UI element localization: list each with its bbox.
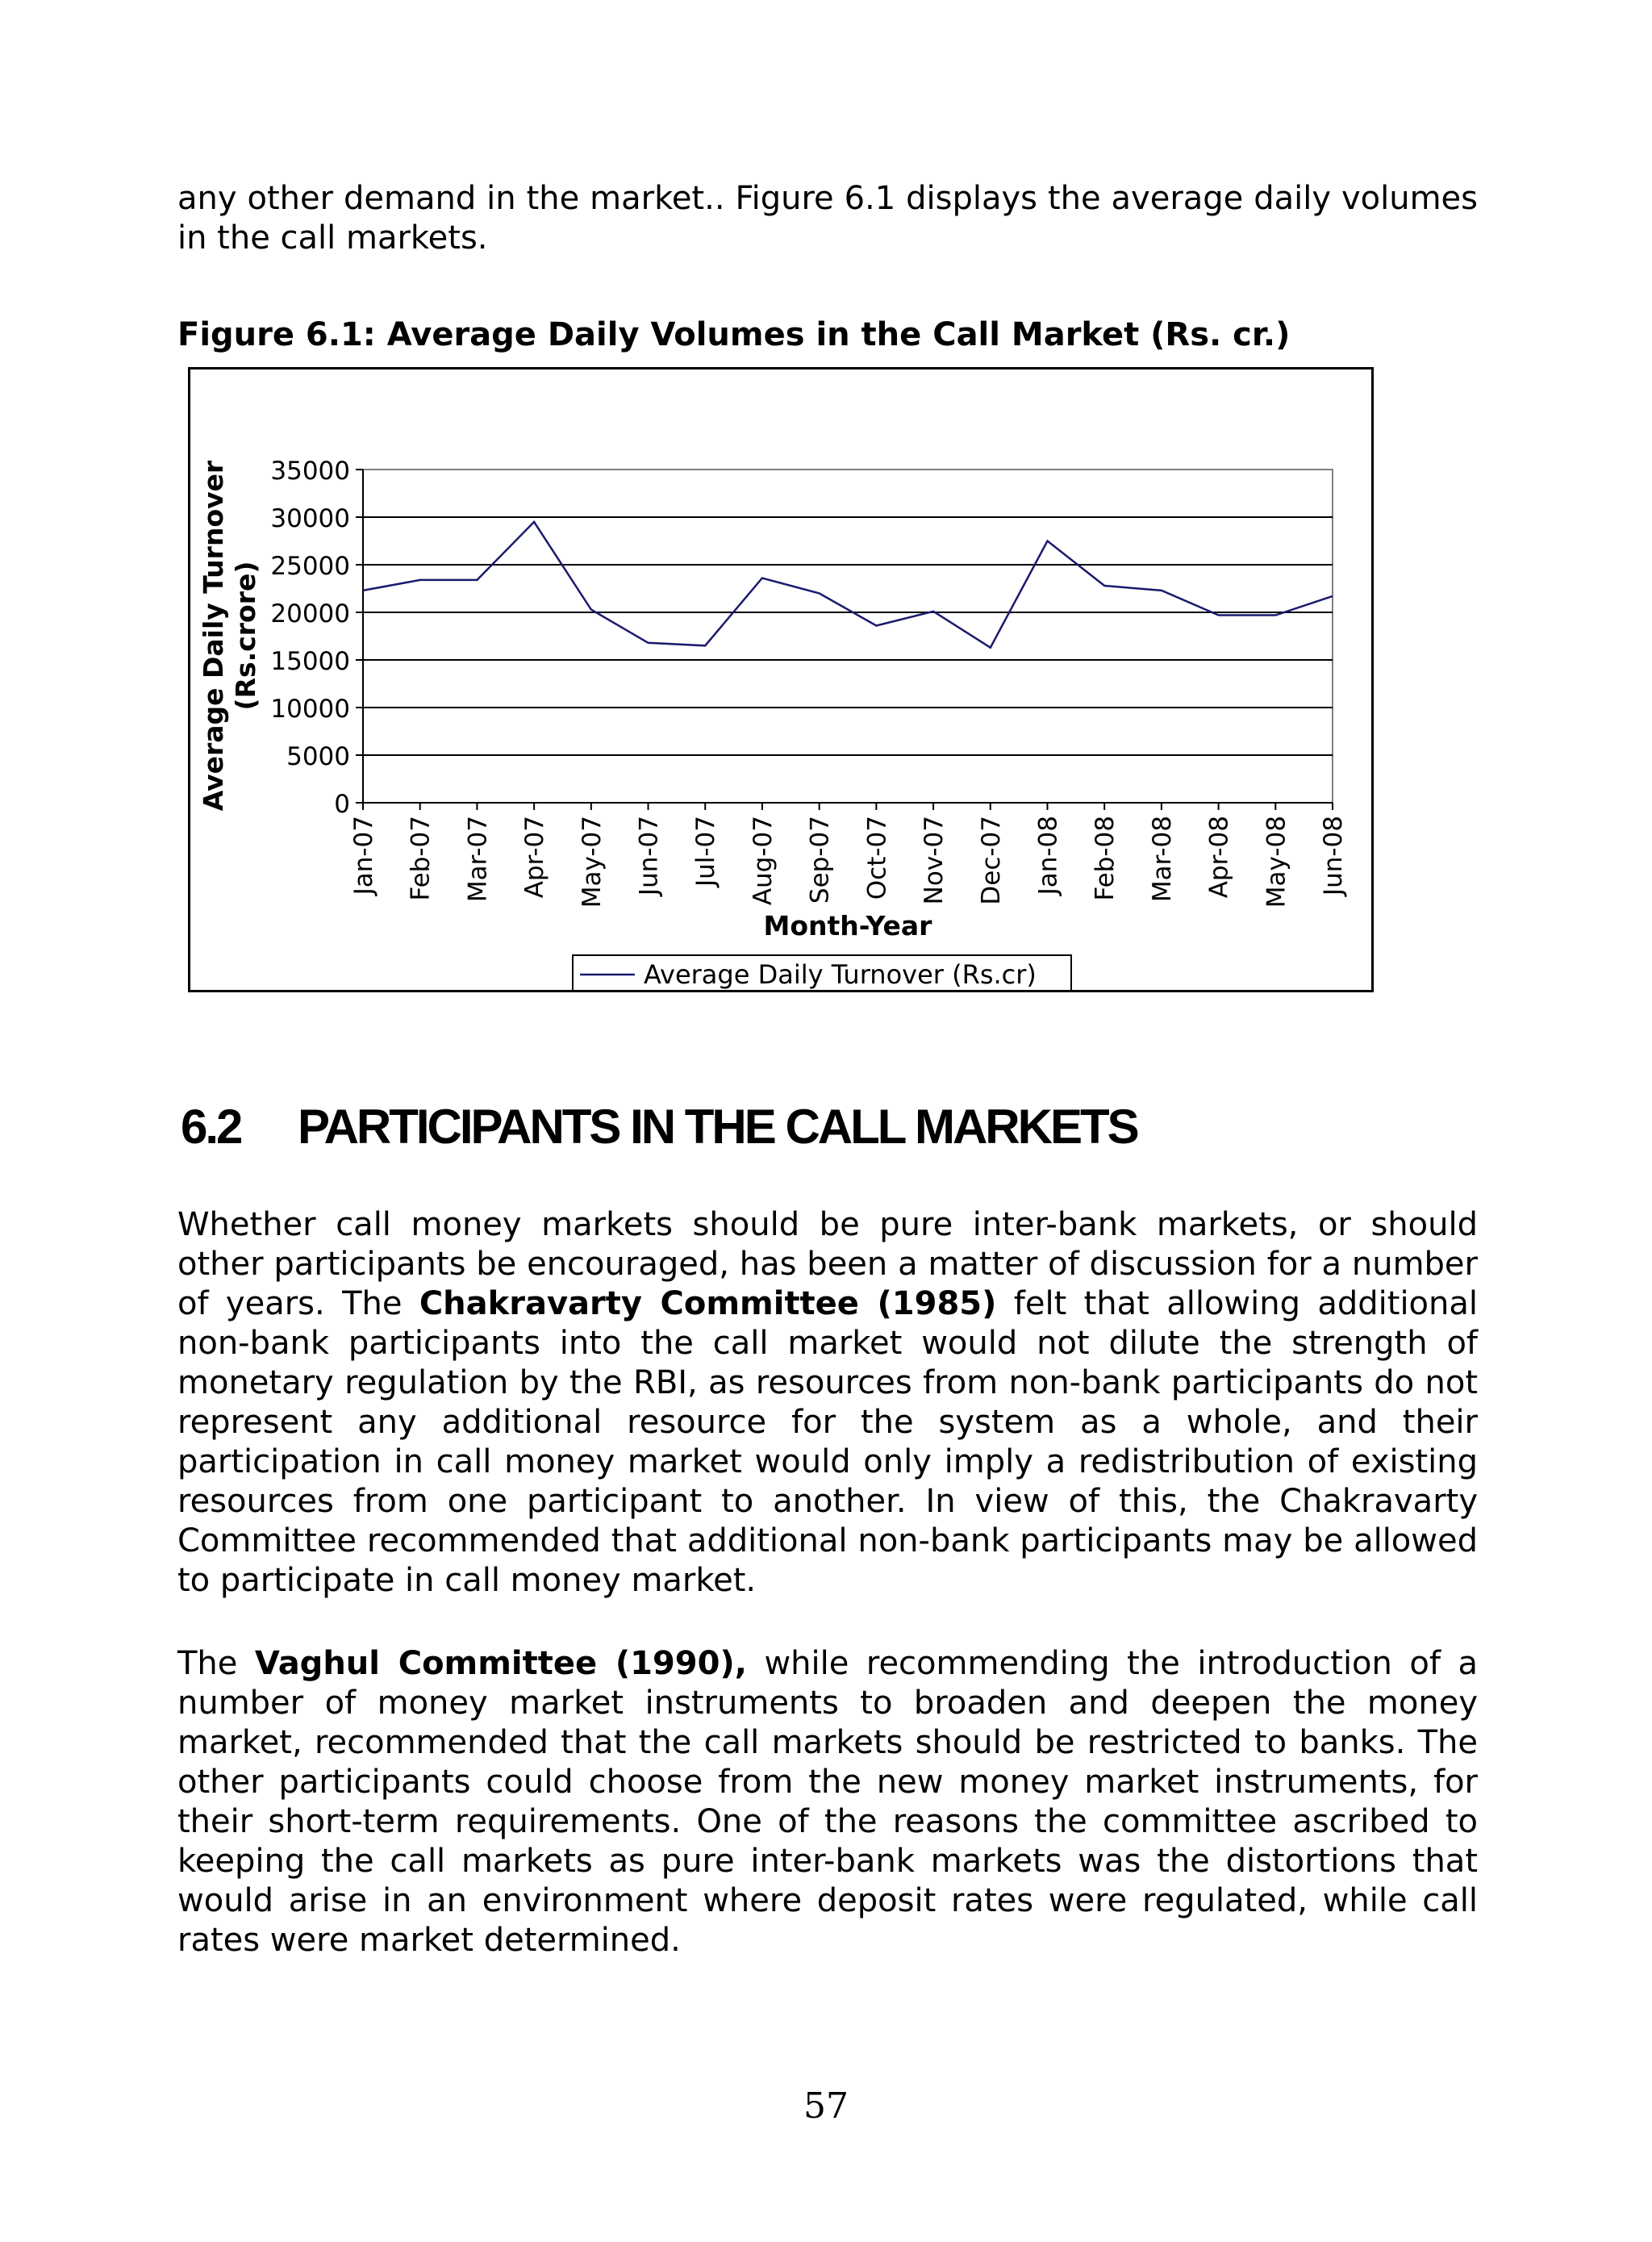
chart-frame: [188, 367, 1374, 992]
x-tick-label: Oct-07: [862, 816, 892, 900]
section-title: PARTICIPANTS IN THE CALL MARKETS: [298, 1100, 1137, 1154]
y-tick-label: 35000: [270, 457, 350, 486]
vaghul-committee-bold: Vaghul Committee (1990),: [254, 1645, 747, 1682]
x-tick-label: Apr-07: [520, 816, 550, 899]
x-tick-label: Dec-07: [976, 816, 1006, 905]
x-tick-label: Nov-07: [920, 816, 949, 905]
x-tick-label: Sep-07: [805, 816, 835, 904]
y-tick-label: 30000: [270, 504, 350, 533]
x-axis-label: Month-Year: [763, 910, 932, 941]
paragraph-1-text-b: felt that allowing additional non-bank participants into the call market would not dilute the strength of monetary regulation by the RBI, as resources from non-bank participants do not represent any additional resource for the system as a whole, and their participation in call money market would only imply a redistribution of existing resources from one participant to another. In view of this, the Chakravarty Committee recommended that additional non-bank participants may be allowed to participate in call money market.: [177, 1285, 1479, 1599]
paragraph-1-text-a: Whether call money markets should be pure inter-bank markets, or should other participants be encouraged, has been a matter of discussion for a number of years. The: [177, 1206, 1478, 1322]
paragraph-2-text-a: The: [177, 1645, 255, 1682]
x-tick-label: May-07: [577, 816, 607, 908]
section-heading: [181, 1099, 1137, 1154]
figure-title: Figure 6.1: Average Daily Volumes in the Call Market (Rs. cr.): [177, 316, 1291, 353]
x-tick-label: Jul-07: [691, 816, 721, 887]
plot-area: [363, 470, 1333, 803]
chakravarty-committee-bold: Chakravarty Committee (1985): [419, 1285, 997, 1322]
y-tick-label: 20000: [270, 599, 350, 628]
y-tick-label: 15000: [270, 647, 350, 676]
page-number: 57: [803, 2085, 849, 2127]
x-tick-label: Feb-08: [1091, 816, 1120, 901]
y-tick-label: 25000: [270, 552, 350, 581]
intro-paragraph: any other demand in the market.. Figure 6.1 displays the average daily volumes in the call markets.: [177, 180, 1478, 257]
y-tick-label: 0: [334, 790, 350, 819]
x-tick-label: Aug-07: [748, 816, 778, 906]
legend: [573, 955, 1071, 990]
x-tick-label: Mar-07: [463, 816, 493, 903]
legend-label: Average Daily Turnover (Rs.cr): [644, 959, 1037, 990]
y-axis-label-line1: Average Daily Turnover: [198, 460, 229, 812]
paragraph-2-text-b: while recommending the introduction of a number of money market instruments to broaden and deepen the money market, recommended that the call markets should be restricted to banks. The other participants could choose from the new money market instruments, for their short-term requirements. One of the reasons the committee ascribed to keeping the call markets as pure inter-bank markets was the distortions that would arise in an environment where deposit rates were regulated, while call rates were market determined.: [177, 1645, 1478, 1959]
x-tick-label: Jan-07: [349, 816, 378, 896]
paragraph-vaghul: [177, 1644, 1478, 1960]
x-tick-label: Apr-08: [1204, 816, 1234, 899]
x-tick-label: Jun-07: [634, 816, 664, 896]
section-number: 6.2: [181, 1100, 241, 1154]
x-tick-label: Jun-08: [1319, 816, 1348, 896]
y-tick-label: 10000: [270, 695, 350, 724]
x-tick-label: Jan-08: [1033, 816, 1063, 896]
x-tick-label: Mar-08: [1147, 816, 1177, 903]
line-chart: [190, 369, 1371, 990]
y-axis-label-line2: (Rs.crore): [230, 561, 261, 711]
y-tick-label: 5000: [286, 742, 350, 771]
x-tick-label: Feb-07: [406, 816, 436, 901]
paragraph-chakravarty: [177, 1205, 1478, 1601]
x-tick-label: May-08: [1262, 816, 1291, 908]
